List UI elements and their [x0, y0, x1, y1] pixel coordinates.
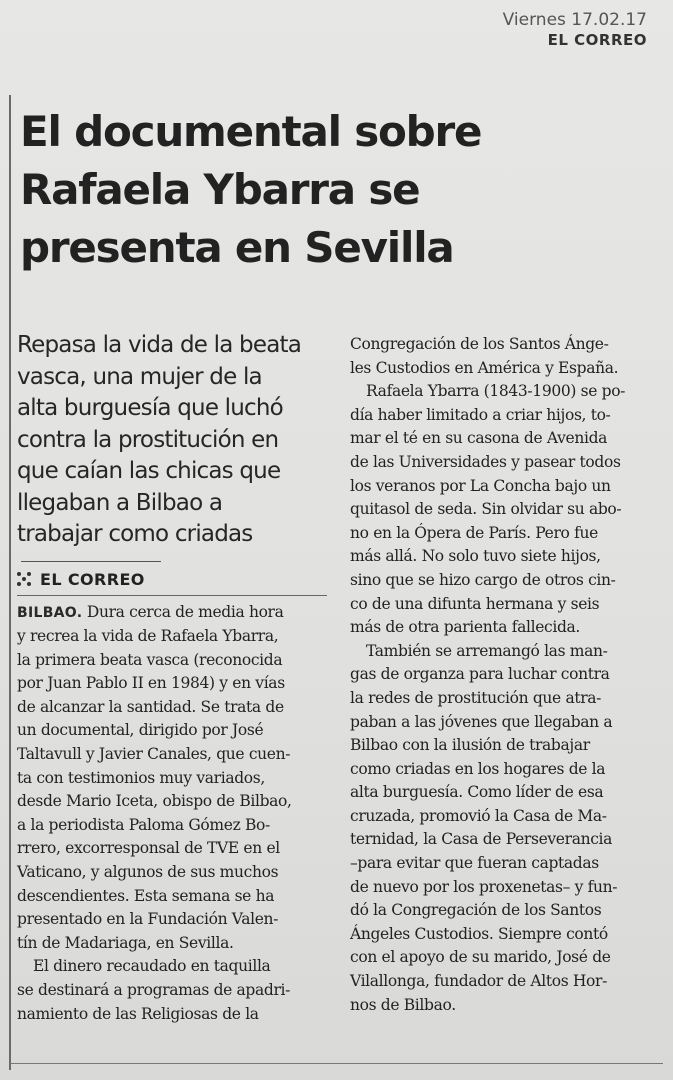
- body-line: la redes de prostitución que atra-: [350, 688, 602, 707]
- body-line: de las Universidades y pasear todos: [350, 452, 621, 471]
- body-line: rrero, excorresponsal de TVE en el: [17, 839, 280, 858]
- subhead-line: trabajar como criadas: [17, 521, 253, 547]
- body-line: de alcanzar la santidad. Se trata de: [17, 697, 284, 716]
- body-line: a la periodista Paloma Gómez Bo-: [17, 815, 270, 834]
- body-line: Rafaela Ybarra (1843-1900) se po-: [366, 382, 626, 401]
- body-line: cruzada, promovió la Casa de Ma-: [350, 806, 607, 825]
- bottom-divider: [10, 1063, 663, 1064]
- subhead-line: llegaban a Bilbao a: [17, 489, 223, 516]
- body-line: presentado en la Fundación Valen-: [17, 910, 279, 929]
- subheadline: [17, 330, 335, 551]
- body-line: nos de Bilbao.: [350, 995, 456, 1014]
- subhead-divider: [21, 561, 161, 562]
- body-line: namiento de las Religiosas de la: [17, 1004, 259, 1023]
- body-line: los veranos por La Concha bajo un: [350, 476, 611, 495]
- body-line: por Juan Pablo II en 1984) y en vías: [17, 674, 285, 693]
- headline: [20, 103, 670, 277]
- body-line: la primera beata vasca (reconocida: [17, 650, 283, 669]
- body-line: tín de Madariaga, en Sevilla.: [17, 933, 234, 952]
- body-line: día haber limitado a criar hijos, to-: [350, 405, 611, 424]
- left-body-text: [17, 601, 335, 1027]
- body-line: ta con testimonios muy variados,: [17, 768, 265, 787]
- body-line: Taltavull y Javier Canales, que cuen-: [17, 745, 291, 764]
- body-line: como criadas en los hogares de la: [350, 759, 606, 778]
- headline-line: El documental sobre: [20, 107, 482, 156]
- body-line: paban a las jóvenes que llegaban a: [350, 712, 613, 731]
- subhead-line: vasca, una mujer de la: [17, 363, 262, 390]
- body-line: alta burguesía. Como líder de esa: [350, 783, 604, 802]
- publication-date: Viernes 17.02.17: [502, 10, 647, 30]
- byline-name: EL CORREO: [40, 570, 145, 589]
- body-line: dó la Congregación de los Santos: [350, 901, 602, 920]
- body-line: mar el té en su casona de Avenida: [350, 429, 608, 448]
- body-line: co de una difunta hermana y seis: [350, 594, 600, 613]
- byline-divider: [17, 595, 327, 596]
- body-line: un documental, dirigido por José: [17, 721, 264, 740]
- body-line: no en la Ópera de París. Pero fue: [350, 523, 598, 542]
- dateline: BILBAO.: [17, 604, 83, 621]
- body-line: desde Mario Iceta, obispo de Bilbao,: [17, 792, 292, 811]
- masthead: [503, 10, 647, 50]
- left-column: [17, 330, 335, 1026]
- body-line: más allá. No solo tuvo siete hijos,: [350, 547, 601, 566]
- headline-line: Rafaela Ybarra se: [20, 165, 420, 214]
- byline: [17, 569, 335, 591]
- body-line: sino que se hizo cargo de otros cin-: [350, 570, 616, 589]
- right-column: [350, 333, 660, 1017]
- body-line: gas de organza para luchar contra: [350, 665, 610, 684]
- right-body-text: [350, 333, 660, 1017]
- body-line: de nuevo por los proxenetas– y fun-: [350, 877, 618, 896]
- subhead-line: Repasa la vida de la beata: [17, 332, 301, 358]
- body-line: Vaticano, y algunos de sus muchos: [17, 863, 279, 882]
- article-left-rule: [9, 95, 11, 1070]
- body-line: [17, 601, 335, 626]
- body-line: También se arremangó las man-: [366, 641, 608, 660]
- subhead-line: que caían las chicas que: [17, 458, 281, 484]
- body-line: con el apoyo de su marido, José de: [350, 948, 611, 967]
- newspaper-name: EL CORREO: [547, 31, 647, 49]
- body-line: El dinero recaudado en taquilla: [33, 957, 271, 976]
- body-line: ternidad, la Casa de Perseverancia: [350, 830, 613, 849]
- body-line: quitasol de seda. Sin olvidar su abo-: [350, 500, 622, 519]
- body-line: Ángeles Custodios. Siempre contó: [350, 924, 608, 943]
- headline-line: presenta en Sevilla: [20, 223, 454, 272]
- body-line: más de otra parienta fallecida.: [350, 618, 581, 637]
- subhead-line: contra la prostitución en: [17, 426, 279, 453]
- subhead-line: alta burguesía que luchó: [17, 395, 283, 421]
- body-line-text: Dura cerca de media hora: [86, 602, 284, 621]
- body-line: Bilbao con la ilusión de trabajar: [350, 736, 590, 755]
- body-line: se destinará a programas de apadri-: [17, 981, 291, 999]
- body-line: les Custodios en América y España.: [350, 358, 619, 377]
- dots-logo-icon: [17, 572, 32, 587]
- body-line: Vilallonga, fundador de Altos Hor-: [350, 972, 607, 991]
- body-line: Congregación de los Santos Ánge-: [350, 335, 609, 353]
- body-line: –para evitar que fueran captadas: [350, 854, 599, 873]
- body-line: y recrea la vida de Rafaela Ybarra,: [17, 627, 279, 646]
- body-line: descendientes. Esta semana se ha: [17, 886, 275, 905]
